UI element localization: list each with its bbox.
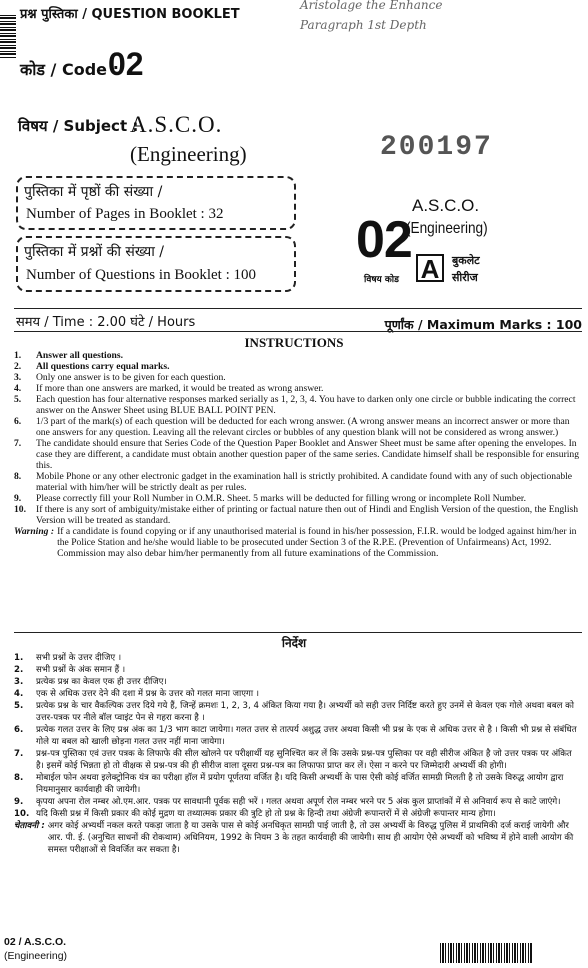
series-branch: (Engineering) — [406, 220, 488, 237]
hindi-instruction-item — [14, 808, 580, 820]
hindi-instruction-item-text: प्रश्न-पत्र पुस्तिका एवं उत्तर पत्रक के लिफाफे की सील खोलने पर परीक्षार्थी यह सुनिश्चित कर लें कि उसके प्रश्न-पत्र पुस्तिका पर वही सीरीज अंकित है जो उत्तर पत्रक पर अंकित है। इसमें कोई भिन्नता हो तो वीक्षक से प्रश्न-पत्र की ही सीरीज वाला दूसरा प्रश्न-पत्र का लिफाफा प्राप्त कर लें। ऐसा न करने पर जिम्मेदारी अभ्यर्थी की होगी। — [36, 749, 572, 771]
instruction-warning-text: If a candidate is found copying or if any unauthorised material is found in his/her possession, F.I.R. would be lodged against him/her in the Police Station and he/she would liable to be prosecuted under Section 3 of the R.P.E. (Prevention of Unfairmeans) Act, 1992. Commission may also debar him/her permanently from all future examinations of the Commission. — [57, 526, 577, 559]
hindi-instruction-item-number: 3. — [14, 677, 24, 687]
divider-hindi — [14, 632, 582, 633]
footer-branch: (Engineering) — [4, 950, 68, 962]
instruction-item-number: 1. — [14, 350, 22, 361]
pages-label-hindi: पुस्तिका में पृष्ठों की संख्या / — [24, 184, 163, 200]
instruction-item-number: 5. — [14, 394, 22, 405]
divider-top — [14, 308, 582, 309]
instructions-title: INSTRUCTIONS — [244, 335, 344, 350]
series-label-booklet: बुकलेट — [452, 254, 480, 267]
instruction-item-number: 3. — [14, 372, 22, 383]
booklet-barcode-strip — [0, 14, 16, 58]
instruction-item — [14, 372, 580, 383]
instruction-item-text: Only one answer is to be given for each question. — [36, 372, 226, 383]
hindi-instruction-item-text: कृपया अपना रोल नम्बर ओ.एम.आर. पत्रक पर सावधानी पूर्वक सही भरें । गलत अथवा अपूर्ण रोल नम्बर भरने पर 5 अंक कुल प्राप्तांकों में से अनिवार्य रूप से काटे जाएंगे। — [36, 797, 561, 807]
time-label: समय / Time : 2.00 घंटे / Hours — [16, 315, 196, 330]
instruction-item-text: Answer all questions. — [36, 350, 123, 361]
divider-instructions — [14, 331, 582, 332]
instruction-item — [14, 504, 580, 526]
instruction-item — [14, 471, 580, 493]
instruction-item — [14, 493, 580, 504]
hindi-instruction-item — [14, 796, 580, 808]
code-label: कोड / Code : — [20, 60, 119, 79]
handwritten-note-2: Paragraph 1st Depth — [300, 18, 427, 32]
subject-branch: (Engineering) — [130, 142, 247, 166]
hindi-instructions-list — [14, 652, 580, 856]
hindi-instruction-item — [14, 664, 580, 676]
instruction-item-text: The candidate should ensure that Series Code of the Question Paper Booklet and Answer Sheet must be same after opening the envelopes. In case they are different, a candidate must obtain another question paper of the same series. Candidate himself shall be responsible for ensuring this. — [36, 438, 580, 471]
marks-label: पूर्णांक / Maximum Marks : 100 — [384, 317, 582, 332]
hindi-instruction-item-number: 5. — [14, 701, 24, 711]
serial-number: 200197 — [380, 132, 493, 163]
hindi-instruction-item-text: सभी प्रश्नों के अंक समान हैं । — [36, 665, 126, 675]
hindi-instruction-item — [14, 772, 580, 796]
hindi-instruction-item-number: 4. — [14, 689, 24, 699]
instruction-item-text: Mobile Phone or any other electronic gadget in the examination hall is strictly prohibited. A candidate found with any of such objectionable material with him/her will be strictly dealt as per rules. — [36, 471, 573, 493]
instruction-item-number: 4. — [14, 383, 22, 394]
hindi-instruction-item — [14, 700, 580, 724]
hindi-instruction-item-text: यदि किसी प्रश्न में किसी प्रकार की कोई मुद्रण या तथ्यात्मक प्रकार की त्रुटि हो तो प्रश्न के हिन्दी तथा अंग्रेजी रूपान्तरों में से अंग्रेजी रूपान्तर मान्य होगा। — [36, 809, 496, 819]
hindi-instruction-item-number: 2. — [14, 665, 24, 675]
hindi-instruction-warning-label: चेतावनी : — [14, 821, 45, 831]
hindi-instruction-item — [14, 688, 580, 700]
hindi-instruction-item-text: मोबाईल फोन अथवा इलेक्ट्रोनिक यंत्र का परीक्षा हॉल में प्रयोग पूर्णतया वर्जित है। यदि किसी अभ्यर्थी के पास ऐसी कोई वर्जित सामग्री मिलती है तो उसके विरुद्ध आयोग द्वारा नियमानुसार कार्यवाही की जायेगी। — [36, 773, 564, 795]
hindi-instruction-item — [14, 724, 580, 748]
hindi-instruction-item-number: 10. — [14, 809, 30, 819]
hindi-instruction-item — [14, 748, 580, 772]
hindi-instructions-title: निर्देश — [281, 636, 307, 650]
instruction-item-number: 7. — [14, 438, 22, 449]
handwritten-note-1: Aristolage the Enhance — [300, 0, 443, 12]
instruction-item-text: If more than one answers are marked, it would be treated as wrong answer. — [36, 383, 324, 394]
instruction-item-text: All questions carry equal marks. — [36, 361, 170, 372]
subject-label: विषय / Subject : — [18, 117, 139, 135]
instruction-item — [14, 438, 580, 471]
series-label-series: सीरीज — [452, 271, 478, 284]
hindi-instruction-warning-text: अगर कोई अभ्यर्थी नकल करते पकड़ा जाता है या उसके पास से कोई अनधिकृत सामग्री पाई जाती है, तो उस अभ्यर्थी के विरुद्ध पुलिस में प्राथमिकी दर्ज कराई जायेगी और आर. पी. ई. (अनुचित साधनों की रोकथाम) अधिनियम, 1992 के नियम 3 के तहत कार्यवाही की जायेगी। साथ ही आयोग ऐसे अभ्यर्थी को भविष्य में होने वाली आयोग की समस्त परीक्षाओं से विवर्जित कर सकता है। — [47, 821, 574, 855]
instruction-item — [14, 416, 580, 438]
series-name: A.S.C.O. — [412, 196, 480, 215]
hindi-instruction-item-text: प्रत्येक प्रश्न का केवल एक ही उत्तर दीजिए। — [36, 677, 167, 687]
booklet-label: प्रश्न पुस्तिका / QUESTION BOOKLET — [20, 7, 240, 22]
footer-code: 02 / A.S.C.O. — [4, 936, 67, 948]
instruction-warning-label: Warning : — [14, 526, 55, 537]
hindi-instruction-item-text: सभी प्रश्नों के उत्तर दीजिए । — [36, 653, 122, 663]
instruction-item-text: Please correctly fill your Roll Number in O.M.R. Sheet. 5 marks will be deducted for filling wrong or incomplete Roll Number. — [36, 493, 526, 504]
questions-label-hindi: पुस्तिका में प्रश्नों की संख्या / — [24, 244, 164, 260]
instruction-warning — [14, 526, 580, 559]
hindi-instruction-item — [14, 652, 580, 664]
hindi-instruction-item-text: प्रत्येक प्रश्न के चार वैकल्पिक उत्तर दिये गये हैं, जिन्हें क्रमशः 1, 2, 3, 4 अंकित किया गया है। अभ्यर्थी को सही उत्तर निर्दिष्ट करते हुए उनमें से केवल एक गोले अथवा बबल को उत्तर-पत्रक पर नीले बॉल प्वाइंट पेन से गहरा करना है । — [36, 701, 574, 723]
hindi-instruction-item-text: एक से अधिक उत्तर देने की दशा में प्रश्न के उत्तर को गलत माना जाएगा । — [36, 689, 260, 699]
hindi-instruction-item-number: 1. — [14, 653, 24, 663]
instruction-item-number: 8. — [14, 471, 22, 482]
instruction-item — [14, 394, 580, 416]
subject-name: A.S.C.O. — [130, 112, 223, 137]
hindi-instruction-item-number: 7. — [14, 749, 24, 759]
hindi-instruction-item-text: प्रत्येक गलत उत्तर के लिए प्रश्न अंक का 1/3 भाग काटा जायेगा। गलत उत्तर से तात्पर्य अशुद्ध उत्तर अथवा किसी भी प्रश्न के एक से अधिक उत्तर से है । किसी भी प्रश्न से संबंधित गोले या बबल को खाली छोड़ना गलत उत्तर नहीं माना जायेगा। — [36, 725, 577, 747]
instruction-item-text: If there is any sort of ambiguity/mistake either of printing or factual nature then out of Hindi and English Version of the question, the English Version will be treated as standard. — [36, 504, 579, 526]
instructions-list — [14, 350, 580, 559]
hindi-instruction-warning — [14, 820, 580, 856]
hindi-instruction-item-number: 9. — [14, 797, 24, 807]
pages-label-english: Number of Pages in Booklet : 32 — [26, 206, 224, 222]
instruction-item-text: 1/3 part of the mark(s) of each question will be deducted for each wrong answer. (A wrong answer means an incorrect answer or more than one answers for any question. Leaving all the relevant circles or bubbles of any question blank will not be considered as wrong answer.) — [36, 416, 570, 438]
hindi-instruction-item-number: 8. — [14, 773, 24, 783]
hindi-instruction-item — [14, 676, 580, 688]
series-subject-code-label: विषय कोड — [364, 275, 399, 285]
instruction-item — [14, 361, 580, 372]
instruction-item — [14, 383, 580, 394]
instruction-item — [14, 350, 580, 361]
series-letter-box: A — [416, 254, 444, 282]
instruction-item-number: 2. — [14, 361, 22, 372]
code-value: 02 — [108, 46, 144, 82]
instruction-item-number: 10. — [14, 504, 26, 515]
series-subject-code: 02 — [356, 211, 412, 269]
instruction-item-number: 6. — [14, 416, 22, 427]
hindi-instruction-item-number: 6. — [14, 725, 24, 735]
questions-label-english: Number of Questions in Booklet : 100 — [26, 267, 256, 283]
instruction-item-text: Each question has four alternative responses marked serially as 1, 2, 3, 4. You have to darken only one circle or bubble indicating the correct answer on the Answer Sheet using BLUE BALL POINT PEN. — [36, 394, 576, 416]
footer-barcode — [440, 943, 532, 963]
instruction-item-number: 9. — [14, 493, 22, 504]
